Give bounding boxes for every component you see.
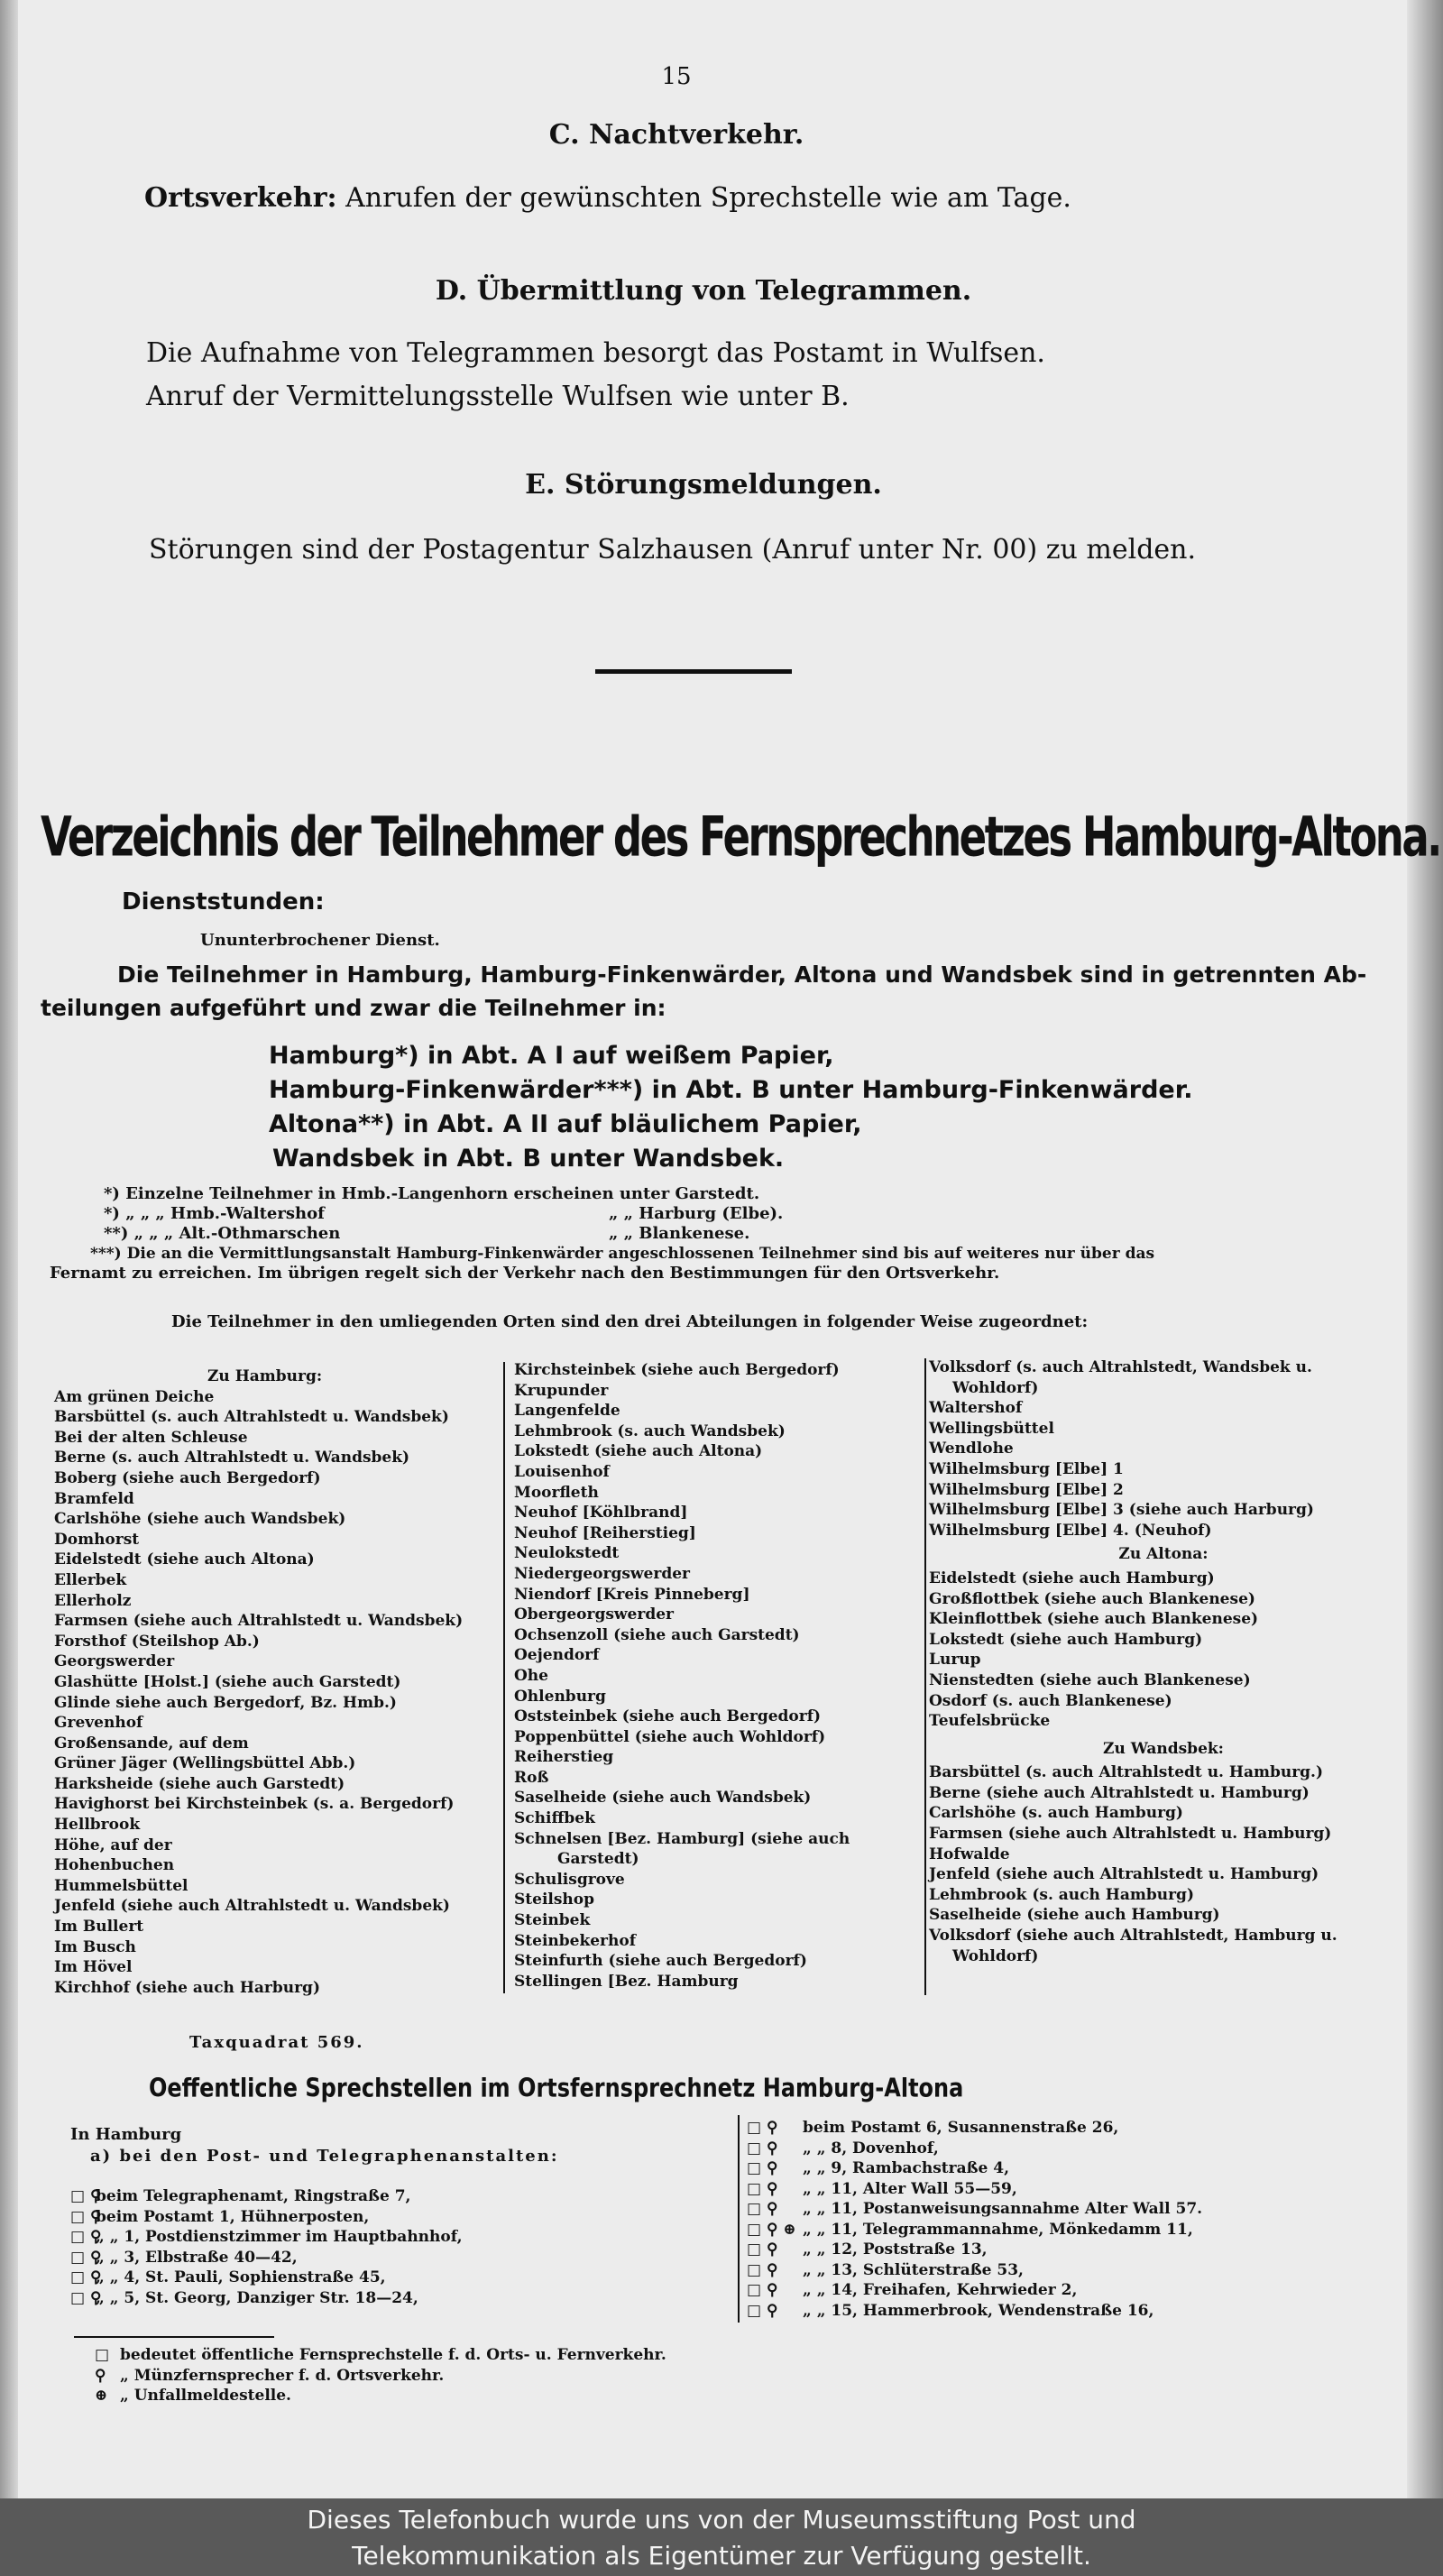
list-item: Volksdorf (siehe auch Altrahlstedt, Hamburg u. — [929, 1927, 1337, 1946]
column-right — [929, 1357, 1398, 1966]
abteilung-list — [269, 1039, 1192, 1176]
phone-box-icon: □ ⚲ — [747, 2301, 778, 2320]
list-item: Havighorst bei Kirchsteinbek (s. a. Bergedorf) — [54, 1795, 455, 1814]
footnote-1: *) Einzelne Teilnehmer in Hmb.-Langenhorn erscheinen unter Garstedt. — [104, 1184, 760, 1203]
list-item: Ellerholz — [54, 1591, 132, 1610]
list-item: Steinbek — [514, 1911, 591, 1930]
list-item: Nienstedten (siehe auch Blankenese) — [929, 1670, 1251, 1689]
list-item: Hummelsbüttel — [54, 1876, 188, 1895]
list-item: Neuhof [Köhlbrand] — [514, 1504, 688, 1523]
oeff-left-list — [70, 2186, 463, 2308]
list-item: □ ⚲ „ „ 11, Postanweisungsannahme Alter Wall 57. — [747, 2200, 1203, 2218]
section-d-line1: Die Aufnahme von Telegrammen besorgt das Postamt in Wulfsen. — [146, 337, 1045, 369]
list-item: Berne (siehe auch Altrahlstedt u. Hamburg) — [929, 1783, 1310, 1802]
list-item: Kirchsteinbek (siehe auch Bergedorf) — [514, 1361, 840, 1379]
list-item: Berne (s. auch Altrahlstedt u. Wandsbek) — [54, 1449, 410, 1467]
list-item: Moorfleth — [514, 1483, 599, 1502]
page-number: 15 — [661, 63, 692, 90]
section-c-text — [144, 177, 1071, 220]
list-item: □ ⚲„ „ 1, Postdienstzimmer im Hauptbahnhof, — [70, 2228, 463, 2246]
list-item: □ ⚲ „ „ 12, Poststraße 13, — [747, 2240, 988, 2259]
list-item: Schnelsen [Bez. Hamburg] (siehe auch — [514, 1829, 850, 1848]
list-item: Niendorf [Kreis Pinneberg] — [514, 1585, 750, 1604]
list-item: □ ⚲ beim Postamt 6, Susannenstraße 26, — [747, 2119, 1119, 2137]
list-item: Schulisgrove — [514, 1870, 625, 1889]
list-item: Glashütte [Holst.] (siehe auch Garstedt) — [54, 1672, 401, 1691]
list-item: □ ⚲ ⊕ „ „ 11, Telegrammannahme, Mönkedamm 11, — [747, 2220, 1193, 2239]
list-item: Wilhelmsburg [Elbe] 4. (Neuhof) — [929, 1521, 1212, 1540]
legend-rule — [74, 2336, 274, 2338]
list-item: □ ⚲beim Telegraphenamt, Ringstraße 7, — [70, 2187, 411, 2205]
phone-box-icon: □ ⚲ — [747, 2240, 778, 2259]
footer-line-2: Telekommunikation als Eigentümer zur Verfügung gestellt. — [352, 2541, 1091, 2571]
legend-item: ⚲ „ Münzfernsprecher f. d. Ortsverkehr. — [95, 2366, 445, 2385]
list-item: Jenfeld (siehe auch Altrahlstedt u. Wandsbek) — [54, 1897, 450, 1916]
list-item: □ ⚲ „ „ 8, Dovenhof, — [747, 2139, 939, 2157]
directory-intro-1: Die Teilnehmer in Hamburg, Hamburg-Finkenwärder, Altona und Wandsbek sind in getrennten Ab- — [117, 961, 1367, 988]
list-item: Lurup — [929, 1651, 981, 1670]
phone-box-icon: □ ⚲ — [747, 2179, 778, 2198]
list-item: Glinde siehe auch Bergedorf, Bz. Hmb.) — [54, 1693, 397, 1712]
list-item: Hofwalde — [929, 1845, 1010, 1863]
phone-box-icon: □ — [95, 2346, 110, 2364]
page-edge-left — [0, 0, 18, 2498]
list-item: Kleinflottbek (siehe auch Blankenese) — [929, 1610, 1259, 1629]
list-item: □ ⚲ „ „ 13, Schlüterstraße 53, — [747, 2260, 1024, 2279]
list-item: Lehmbrook (s. auch Wandsbek) — [514, 1421, 786, 1440]
column-altona-heading: Zu Altona: — [1118, 1545, 1209, 1564]
column-wandsbek-heading: Zu Wandsbek: — [1103, 1739, 1224, 1758]
footnote-2b: „ „ Harburg (Elbe). — [609, 1204, 784, 1223]
oeffentliche-title: Oeffentliche Sprechstellen im Ortsfernsprechnetz Hamburg-Altona — [149, 2073, 964, 2103]
phone-box-icon: □ ⚲ — [747, 2200, 778, 2218]
section-d-line2: Anruf der Vermittelungsstelle Wulfsen wie unter B. — [146, 381, 850, 412]
list-item: Grüner Jäger (Wellingsbüttel Abb.) — [54, 1754, 356, 1773]
footer-line-1: Dieses Telefonbuch wurde uns von der Museumsstiftung Post und — [307, 2505, 1136, 2535]
taxquadrat: Taxquadrat 569. — [189, 2033, 364, 2052]
list-item: Waltershof — [929, 1399, 1023, 1418]
abteilung-finkenwaerder: Hamburg-Finkenwärder***) in Abt. B unter Hamburg-Finkenwärder. — [269, 1076, 1193, 1104]
dienst-label: Dienststunden: — [122, 888, 325, 915]
section-e-title: E. Störungsmeldungen. — [525, 469, 882, 501]
list-item: Saselheide (siehe auch Hamburg) — [929, 1906, 1220, 1925]
phone-box-icon: □ ⚲ — [747, 2281, 778, 2299]
list-item: Poppenbüttel (siehe auch Wohldorf) — [514, 1727, 826, 1746]
section-e-text: Störungen sind der Postagentur Salzhausen (Anruf unter Nr. 00) zu melden. — [149, 534, 1197, 566]
list-item: Höhe, auf der — [54, 1835, 172, 1854]
list-item: Carlshöhe (siehe auch Wandsbek) — [54, 1510, 346, 1529]
phone-box-icon: □ ⚲ — [70, 2248, 102, 2267]
column-hamburg-continued — [514, 1360, 911, 1992]
list-item: Steinfurth (siehe auch Bergedorf) — [514, 1952, 807, 1971]
list-item: Barsbüttel (s. auch Altrahlstedt u. Wandsbek) — [54, 1408, 449, 1427]
list-item: Forsthof (Steilshop Ab.) — [54, 1632, 260, 1651]
list-item: Lehmbrook (s. auch Hamburg) — [929, 1885, 1194, 1904]
column-hamburg-heading: Zu Hamburg: — [207, 1367, 323, 1385]
attribution-footer — [0, 2498, 1443, 2576]
list-item: Niedergeorgswerder — [514, 1564, 690, 1583]
list-item: Steinbekerhof — [514, 1931, 637, 1950]
list-item: Neulokstedt — [514, 1544, 620, 1563]
section-c-title: C. Nachtverkehr. — [548, 119, 804, 151]
oeff-right-list — [747, 2118, 1202, 2321]
list-item: Großensande, auf dem — [54, 1734, 249, 1753]
assign-line: Die Teilnehmer in den umliegenden Orten sind den drei Abteilungen in folgender Weise zugeordnet: — [171, 1312, 1089, 1331]
list-item: Im Hövel — [54, 1958, 133, 1977]
list-item: Wilhelmsburg [Elbe] 3 (siehe auch Harburg) — [929, 1501, 1314, 1520]
in-hamburg-label: In Hamburg — [70, 2125, 182, 2144]
list-item: Farmsen (siehe auch Altrahlstedt u. Hamburg) — [929, 1825, 1332, 1844]
list-item: Roß — [514, 1768, 549, 1787]
list-item: □ ⚲„ „ 4, St. Pauli, Sophienstraße 45, — [70, 2268, 386, 2286]
column-hamburg — [54, 1366, 496, 1998]
list-item: Farmsen (siehe auch Altrahlstedt u. Wandsbek) — [54, 1612, 464, 1631]
list-item: Osdorf (s. auch Blankenese) — [929, 1691, 1172, 1710]
list-item: Wohldorf) — [952, 1378, 1039, 1397]
sub-a-label: a) bei den Post- und Telegraphenanstalten: — [90, 2147, 559, 2166]
directory-intro-2: teilungen aufgeführt und zwar die Teilnehmer in: — [41, 995, 666, 1021]
list-item: Ellerbek — [54, 1570, 127, 1589]
oeff-divider — [738, 2115, 740, 2323]
footnote-5: Fernamt zu erreichen. Im übrigen regelt sich der Verkehr nach den Bestimmungen für den Ortsverkehr. — [50, 1264, 1000, 1283]
list-item: Boberg (siehe auch Bergedorf) — [54, 1468, 321, 1487]
footnote-3a: **) „ „ „ Alt.-Othmarschen — [104, 1224, 341, 1243]
list-item: Oejendorf — [514, 1646, 600, 1665]
list-item: □ ⚲beim Postamt 1, Hühnerposten, — [70, 2207, 370, 2226]
legend — [95, 2345, 666, 2406]
list-item: Großflottbek (siehe auch Blankenese) — [929, 1589, 1255, 1608]
legend-item: ⊕ „ Unfallmeldestelle. — [95, 2387, 291, 2405]
list-item: Kirchhof (siehe auch Harburg) — [54, 1978, 320, 1997]
directory-title: Verzeichnis der Teilnehmer des Fernsprechnetzes Hamburg-Altona. — [41, 805, 1440, 869]
list-item: Barsbüttel (s. auch Altrahlstedt u. Hamburg.) — [929, 1763, 1324, 1782]
list-item: Wellingsbüttel — [929, 1419, 1054, 1438]
coin-phone-icon: ⚲ — [95, 2366, 106, 2385]
list-item: □ ⚲„ „ 3, Elbstraße 40—42, — [70, 2248, 298, 2267]
list-item: Schiffbek — [514, 1809, 595, 1828]
legend-item: □ bedeutet öffentliche Fernsprechstelle f. d. Orts- u. Fernverkehr. — [95, 2346, 666, 2364]
page-edge-right — [1407, 0, 1443, 2498]
list-item: Wendlohe — [929, 1440, 1014, 1458]
list-item: Neuhof [Reiherstieg] — [514, 1523, 696, 1542]
list-item: Lokstedt (siehe auch Hamburg) — [929, 1630, 1203, 1649]
list-item: Bei der alten Schleuse — [54, 1428, 248, 1447]
list-item: Wilhelmsburg [Elbe] 1 — [929, 1459, 1124, 1478]
list-item: Steilshop — [514, 1891, 595, 1909]
list-item: Saselheide (siehe auch Wandsbek) — [514, 1789, 812, 1808]
section-c-label: Ortsverkehr: — [144, 182, 337, 214]
phone-box-icon: □ ⚲ — [70, 2228, 102, 2246]
list-item: Garstedt) — [557, 1850, 639, 1869]
list-item: □ ⚲ „ „ 11, Alter Wall 55—59, — [747, 2179, 1017, 2198]
list-item: Georgswerder — [54, 1652, 175, 1671]
abteilung-hamburg: Hamburg*) in Abt. A I auf weißem Papier, — [269, 1042, 834, 1070]
list-item: Teufelsbrücke — [929, 1712, 1051, 1731]
phone-box-icon: □ ⚲ — [70, 2268, 102, 2286]
list-item: □ ⚲„ „ 5, St. Georg, Danziger Str. 18—24, — [70, 2288, 418, 2307]
accident-report-icon: ⊕ — [95, 2387, 108, 2405]
list-item: Ochsenzoll (siehe auch Garstedt) — [514, 1625, 800, 1644]
footnote-4: ***) Die an die Vermittlungsanstalt Hamburg-Finkenwärder angeschlossenen Teilnehmer sind bis auf weiteres nur über das — [90, 1245, 1155, 1263]
divider-rule — [595, 669, 792, 674]
column-divider-1 — [503, 1362, 505, 1993]
phone-box-icon: □ ⚲ — [70, 2207, 102, 2226]
footnote-3b: „ „ Blankenese. — [609, 1224, 750, 1243]
list-item: Louisenhof — [514, 1462, 610, 1481]
list-item: Bramfeld — [54, 1489, 134, 1508]
list-item: Am grünen Deiche — [54, 1387, 215, 1406]
list-item: □ ⚲ „ „ 15, Hammerbrook, Wendenstraße 16, — [747, 2301, 1154, 2320]
list-item: Grevenhof — [54, 1714, 143, 1733]
phone-box-icon: □ ⚲ ⊕ — [747, 2220, 796, 2239]
dienst-value: Ununterbrochener Dienst. — [200, 931, 440, 950]
list-item: □ ⚲ „ „ 14, Freihafen, Kehrwieder 2, — [747, 2281, 1078, 2299]
phone-box-icon: □ ⚲ — [747, 2260, 778, 2279]
list-item: Wohldorf) — [952, 1946, 1039, 1965]
abteilung-altona: Altona**) in Abt. A II auf bläulichem Papier, — [269, 1110, 862, 1138]
list-item: Wilhelmsburg [Elbe] 2 — [929, 1480, 1124, 1499]
list-item: Im Bullert — [54, 1918, 144, 1937]
list-item: Eidelstedt (siehe auch Hamburg) — [929, 1569, 1215, 1587]
list-item: Eidelstedt (siehe auch Altona) — [54, 1550, 315, 1569]
list-item: Carlshöhe (s. auch Hamburg) — [929, 1804, 1183, 1823]
list-item: Harksheide (siehe auch Garstedt) — [54, 1774, 345, 1793]
list-item: Krupunder — [514, 1381, 609, 1400]
phone-box-icon: □ ⚲ — [747, 2139, 778, 2157]
list-item: Hellbrook — [54, 1816, 141, 1835]
list-item: Im Busch — [54, 1937, 136, 1956]
list-item: Ohlenburg — [514, 1687, 606, 1706]
phone-box-icon: □ ⚲ — [747, 2159, 778, 2177]
abteilung-wandsbek: Wandsbek in Abt. B unter Wandsbek. — [272, 1145, 785, 1173]
list-item: Ohe — [514, 1666, 548, 1685]
list-item: Volksdorf (s. auch Altrahlstedt, Wandsbek u. — [929, 1358, 1312, 1376]
list-item: Oststeinbek (siehe auch Bergedorf) — [514, 1707, 822, 1726]
list-item: Hohenbuchen — [54, 1856, 175, 1875]
phone-box-icon: □ ⚲ — [747, 2119, 778, 2137]
list-item: Stellingen [Bez. Hamburg — [514, 1972, 739, 1991]
phone-box-icon: □ ⚲ — [70, 2288, 102, 2307]
list-item: Reiherstieg — [514, 1748, 614, 1767]
list-item: Jenfeld (siehe auch Altrahlstedt u. Hamburg) — [929, 1865, 1319, 1884]
list-item: Obergeorgswerder — [514, 1605, 674, 1624]
phone-box-icon: □ ⚲ — [70, 2187, 102, 2205]
section-c-body: Anrufen der gewünschten Sprechstelle wie am Tage. — [345, 182, 1071, 214]
section-d-title: D. Übermittlung von Telegrammen. — [435, 275, 972, 307]
column-divider-2 — [924, 1358, 926, 1995]
footnote-2a: *) „ „ „ Hmb.-Waltershof — [104, 1204, 325, 1223]
list-item: Domhorst — [54, 1530, 140, 1549]
list-item: Langenfelde — [514, 1402, 620, 1421]
list-item: □ ⚲ „ „ 9, Rambachstraße 4, — [747, 2159, 1009, 2177]
list-item: Lokstedt (siehe auch Altona) — [514, 1442, 763, 1461]
